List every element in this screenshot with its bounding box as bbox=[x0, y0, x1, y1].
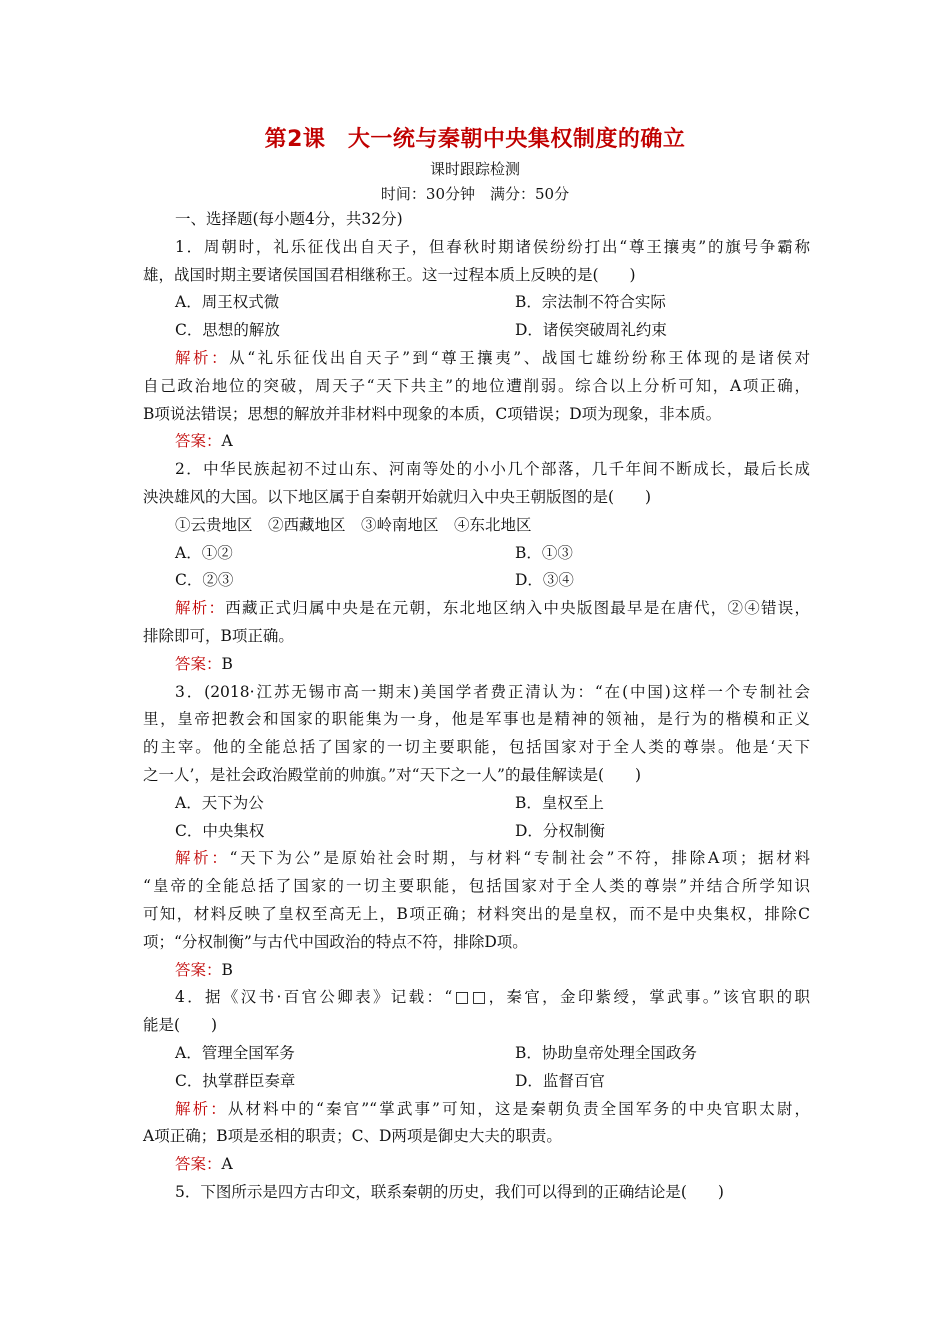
q4-stem-line-1: 4．据《汉书·百官公卿表》记载：“□□，秦官，金印紫绶，掌武事。”该官职的职 bbox=[175, 988, 810, 1007]
q1-answer-value: A bbox=[221, 432, 233, 451]
q2-stem-line-2: 泱泱雄风的大国。以下地区属于自秦朝开始就归入中央王朝版图的是( ) bbox=[143, 487, 652, 506]
answer-label: 答案： bbox=[175, 654, 222, 673]
question-content bbox=[143, 206, 810, 1207]
answer-label: 答案： bbox=[175, 432, 222, 451]
q1-explain-line-3: B项说法错误；思想的解放并非材料中现象的本质，C项错误；D项为现象，非本质。 bbox=[143, 404, 722, 423]
q3-option-d: D．分权制衡 bbox=[515, 821, 605, 840]
q4-option-d: D．监督百官 bbox=[515, 1071, 605, 1090]
q4-answer-value: A bbox=[221, 1155, 233, 1174]
q2-explain-text-1: 西藏正式归属中央是在元朝，东北地区纳入中央版图最早是在唐代，②④错误， bbox=[225, 599, 810, 618]
q2-option-a: A．①② bbox=[175, 543, 233, 562]
page-title: 第2课 大一统与秦朝中央集权制度的确立 bbox=[264, 127, 686, 152]
answer-label: 答案： bbox=[175, 1155, 222, 1174]
q1-explain-text-1: 从“礼乐征伐出自天子”到“尊王攘夷”、战国七雄纷纷称王体现的是诸侯对 bbox=[229, 348, 810, 367]
explain-label: 解析： bbox=[175, 849, 230, 868]
q1-option-c: C．思想的解放 bbox=[175, 321, 280, 340]
q4-answer bbox=[143, 1151, 810, 1179]
q1-options-row-2 bbox=[143, 317, 810, 345]
q4-stem-line-2: 能是( ) bbox=[143, 1016, 218, 1035]
q2-answer bbox=[143, 651, 810, 679]
q3-answer bbox=[143, 957, 810, 985]
q4-options-row-2 bbox=[143, 1068, 810, 1096]
q2-stem-line-1: 2．中华民族起初不过山东、河南等处的小小几个部落，几千年间不断成长，最后长成 bbox=[175, 460, 810, 479]
q2-option-b: B．①③ bbox=[515, 543, 573, 562]
q2-options-row-1 bbox=[143, 540, 810, 568]
q4-options-row-1 bbox=[143, 1040, 810, 1068]
q2-explain-line-1 bbox=[143, 595, 810, 623]
q2-options-row-2 bbox=[143, 567, 810, 595]
section-heading: 一、选择题(每小题4分，共32分) bbox=[175, 210, 403, 228]
explain-label: 解析： bbox=[175, 1099, 228, 1118]
q4-explain-line-2: A项正确；B项是丞相的职责；C、D两项是御史大夫的职责。 bbox=[143, 1127, 562, 1146]
q2-option-d: D．③④ bbox=[515, 571, 574, 590]
q3-stem-line-3: 的主宰。他的全能总括了国家的一切主要职能，包括国家对于全人类的尊崇。他是‘天下 bbox=[143, 738, 810, 757]
time-score-info: 时间：30分钟 满分：50分 bbox=[380, 185, 570, 203]
q1-stem-line-1: 1．周朝时，礼乐征伐出自天子，但春秋时期诸侯纷纷打出“尊王攘夷”的旗号争霸称 bbox=[175, 237, 810, 256]
q3-explain-line-1 bbox=[143, 845, 810, 873]
q1-option-d: D．诸侯突破周礼约束 bbox=[515, 321, 667, 340]
q1-option-b: B．宗法制不符合实际 bbox=[515, 293, 666, 312]
q1-stem-line-2: 雄，战国时期主要诸侯国国君相继称王。这一过程本质上反映的是( ) bbox=[143, 265, 636, 284]
q3-explain-line-3: 可知，材料反映了皇权至高无上，B项正确；材料突出的是皇权，而不是中央集权，排除C bbox=[143, 904, 810, 923]
q3-option-c: C．中央集权 bbox=[175, 821, 265, 840]
q4-option-a: A．管理全国军务 bbox=[175, 1043, 295, 1062]
q2-answer-value: B bbox=[221, 654, 233, 673]
explain-label: 解析： bbox=[175, 599, 226, 618]
page-subtitle: 课时跟踪检测 bbox=[429, 160, 520, 178]
q3-options-row-1 bbox=[143, 790, 810, 818]
q3-explain-line-2: “皇帝的全能总括了国家的一切主要职能，包括国家对于全人类的尊崇”并结合所学知识 bbox=[143, 877, 810, 896]
q3-stem-line-1: 3．(2018·江苏无锡市高一期末)美国学者费正清认为：“在(中国)这样一个专制社会 bbox=[175, 682, 810, 701]
q1-explain-line-2: 自己政治地位的突破，周天子“天下共主”的地位遭削弱。综合以上分析可知，A项正确， bbox=[143, 376, 810, 395]
q4-option-b: B．协助皇帝处理全国政务 bbox=[515, 1043, 697, 1062]
q3-stem-line-4: 之一人’，是社会政治殿堂前的帅旗。”对“天下之一人”的最佳解读是( ) bbox=[143, 765, 642, 784]
q3-option-a: A．天下为公 bbox=[175, 793, 264, 812]
q3-explain-text-1: “天下为公”是原始社会时期，与材料“专制社会”不符，排除A项；据材料 bbox=[229, 849, 810, 868]
answer-label: 答案： bbox=[175, 960, 222, 979]
q1-answer bbox=[143, 428, 810, 456]
q2-explain-line-2: 排除即可，B项正确。 bbox=[143, 626, 294, 645]
q4-explain-line-1 bbox=[143, 1096, 810, 1124]
q3-stem-line-2: 里，皇帝把教会和国家的职能集为一身，他是军事也是精神的领袖，是行为的楷模和正义 bbox=[143, 710, 810, 729]
q5-stem-line-1: 5．下图所示是四方古印文，联系秦朝的历史，我们可以得到的正确结论是( ) bbox=[175, 1182, 724, 1201]
q1-options-row-1 bbox=[143, 289, 810, 317]
q1-explain-line-1 bbox=[143, 345, 810, 373]
q4-explain-text-1: 从材料中的“秦官”“掌武事”可知，这是秦朝负责全国军务的中央官职太尉， bbox=[227, 1099, 810, 1118]
q2-stem-line-3: ①云贵地区 ②西藏地区 ③岭南地区 ④东北地区 bbox=[175, 515, 532, 534]
q3-option-b: B．皇权至上 bbox=[515, 793, 604, 812]
q4-option-c: C．执掌群臣奏章 bbox=[175, 1071, 296, 1090]
q2-option-c: C．②③ bbox=[175, 571, 234, 590]
q1-option-a: A．周王权式微 bbox=[175, 293, 280, 312]
q3-answer-value: B bbox=[221, 960, 233, 979]
q3-explain-line-4: 项；“分权制衡”与古代中国政治的特点不符，排除D项。 bbox=[143, 932, 528, 951]
q3-options-row-2 bbox=[143, 818, 810, 846]
explain-label: 解析： bbox=[175, 348, 230, 367]
